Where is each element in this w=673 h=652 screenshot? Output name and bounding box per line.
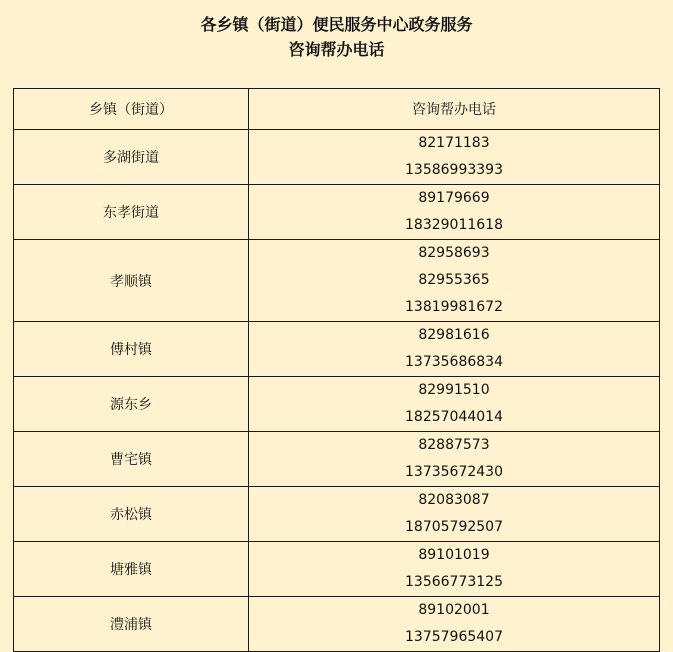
table-row bbox=[14, 240, 660, 322]
table-row bbox=[14, 597, 660, 652]
phone-number: 13566773125 bbox=[405, 574, 503, 590]
phone-directory-table bbox=[13, 88, 660, 652]
phone-number: 18257044014 bbox=[405, 409, 503, 425]
header-phone: 咨询帮办电话 bbox=[249, 89, 660, 130]
header-township: 乡镇（街道） bbox=[14, 89, 249, 130]
table-row bbox=[14, 542, 660, 597]
township-name: 孝顺镇 bbox=[14, 240, 249, 322]
phone-cell bbox=[249, 432, 660, 487]
phone-number: 82955365 bbox=[418, 272, 490, 288]
township-name: 源东乡 bbox=[14, 377, 249, 432]
township-name: 东孝街道 bbox=[14, 185, 249, 240]
phone-cell bbox=[249, 597, 660, 652]
phone-number: 18705792507 bbox=[405, 519, 503, 535]
township-name: 曹宅镇 bbox=[14, 432, 249, 487]
phone-cell bbox=[249, 240, 660, 322]
phone-number: 82171183 bbox=[418, 135, 490, 151]
phone-number: 82083087 bbox=[418, 492, 490, 508]
township-name: 多湖街道 bbox=[14, 130, 249, 185]
phone-number: 13819981672 bbox=[405, 299, 503, 315]
phone-cell bbox=[249, 185, 660, 240]
township-name: 傅村镇 bbox=[14, 322, 249, 377]
title-line-2: 咨询帮办电话 bbox=[288, 40, 385, 59]
phone-cell bbox=[249, 542, 660, 597]
phone-number: 82981616 bbox=[418, 327, 490, 343]
phone-number: 13757965407 bbox=[405, 629, 503, 645]
phone-number: 13735672430 bbox=[405, 464, 503, 480]
phone-number: 82887573 bbox=[418, 437, 490, 453]
township-name: 赤松镇 bbox=[14, 487, 249, 542]
table-row bbox=[14, 487, 660, 542]
title-line-1: 各乡镇（街道）便民服务中心政务服务 bbox=[200, 15, 473, 34]
table-row bbox=[14, 432, 660, 487]
table-header-row bbox=[14, 89, 660, 130]
table-row bbox=[14, 377, 660, 432]
phone-number: 13586993393 bbox=[405, 162, 503, 178]
phone-number: 89101019 bbox=[418, 547, 490, 563]
township-name: 澧浦镇 bbox=[14, 597, 249, 652]
table-row bbox=[14, 322, 660, 377]
phone-cell bbox=[249, 322, 660, 377]
township-name: 塘雅镇 bbox=[14, 542, 249, 597]
phone-number: 13735686834 bbox=[405, 354, 503, 370]
page-title bbox=[0, 12, 673, 62]
table-row bbox=[14, 185, 660, 240]
table-row bbox=[14, 130, 660, 185]
phone-number: 82991510 bbox=[418, 382, 490, 398]
phone-number: 18329011618 bbox=[405, 217, 503, 233]
phone-cell bbox=[249, 130, 660, 185]
phone-cell bbox=[249, 377, 660, 432]
phone-cell bbox=[249, 487, 660, 542]
phone-number: 89102001 bbox=[418, 602, 490, 618]
phone-number: 89179669 bbox=[418, 190, 490, 206]
phone-number: 82958693 bbox=[418, 245, 490, 261]
